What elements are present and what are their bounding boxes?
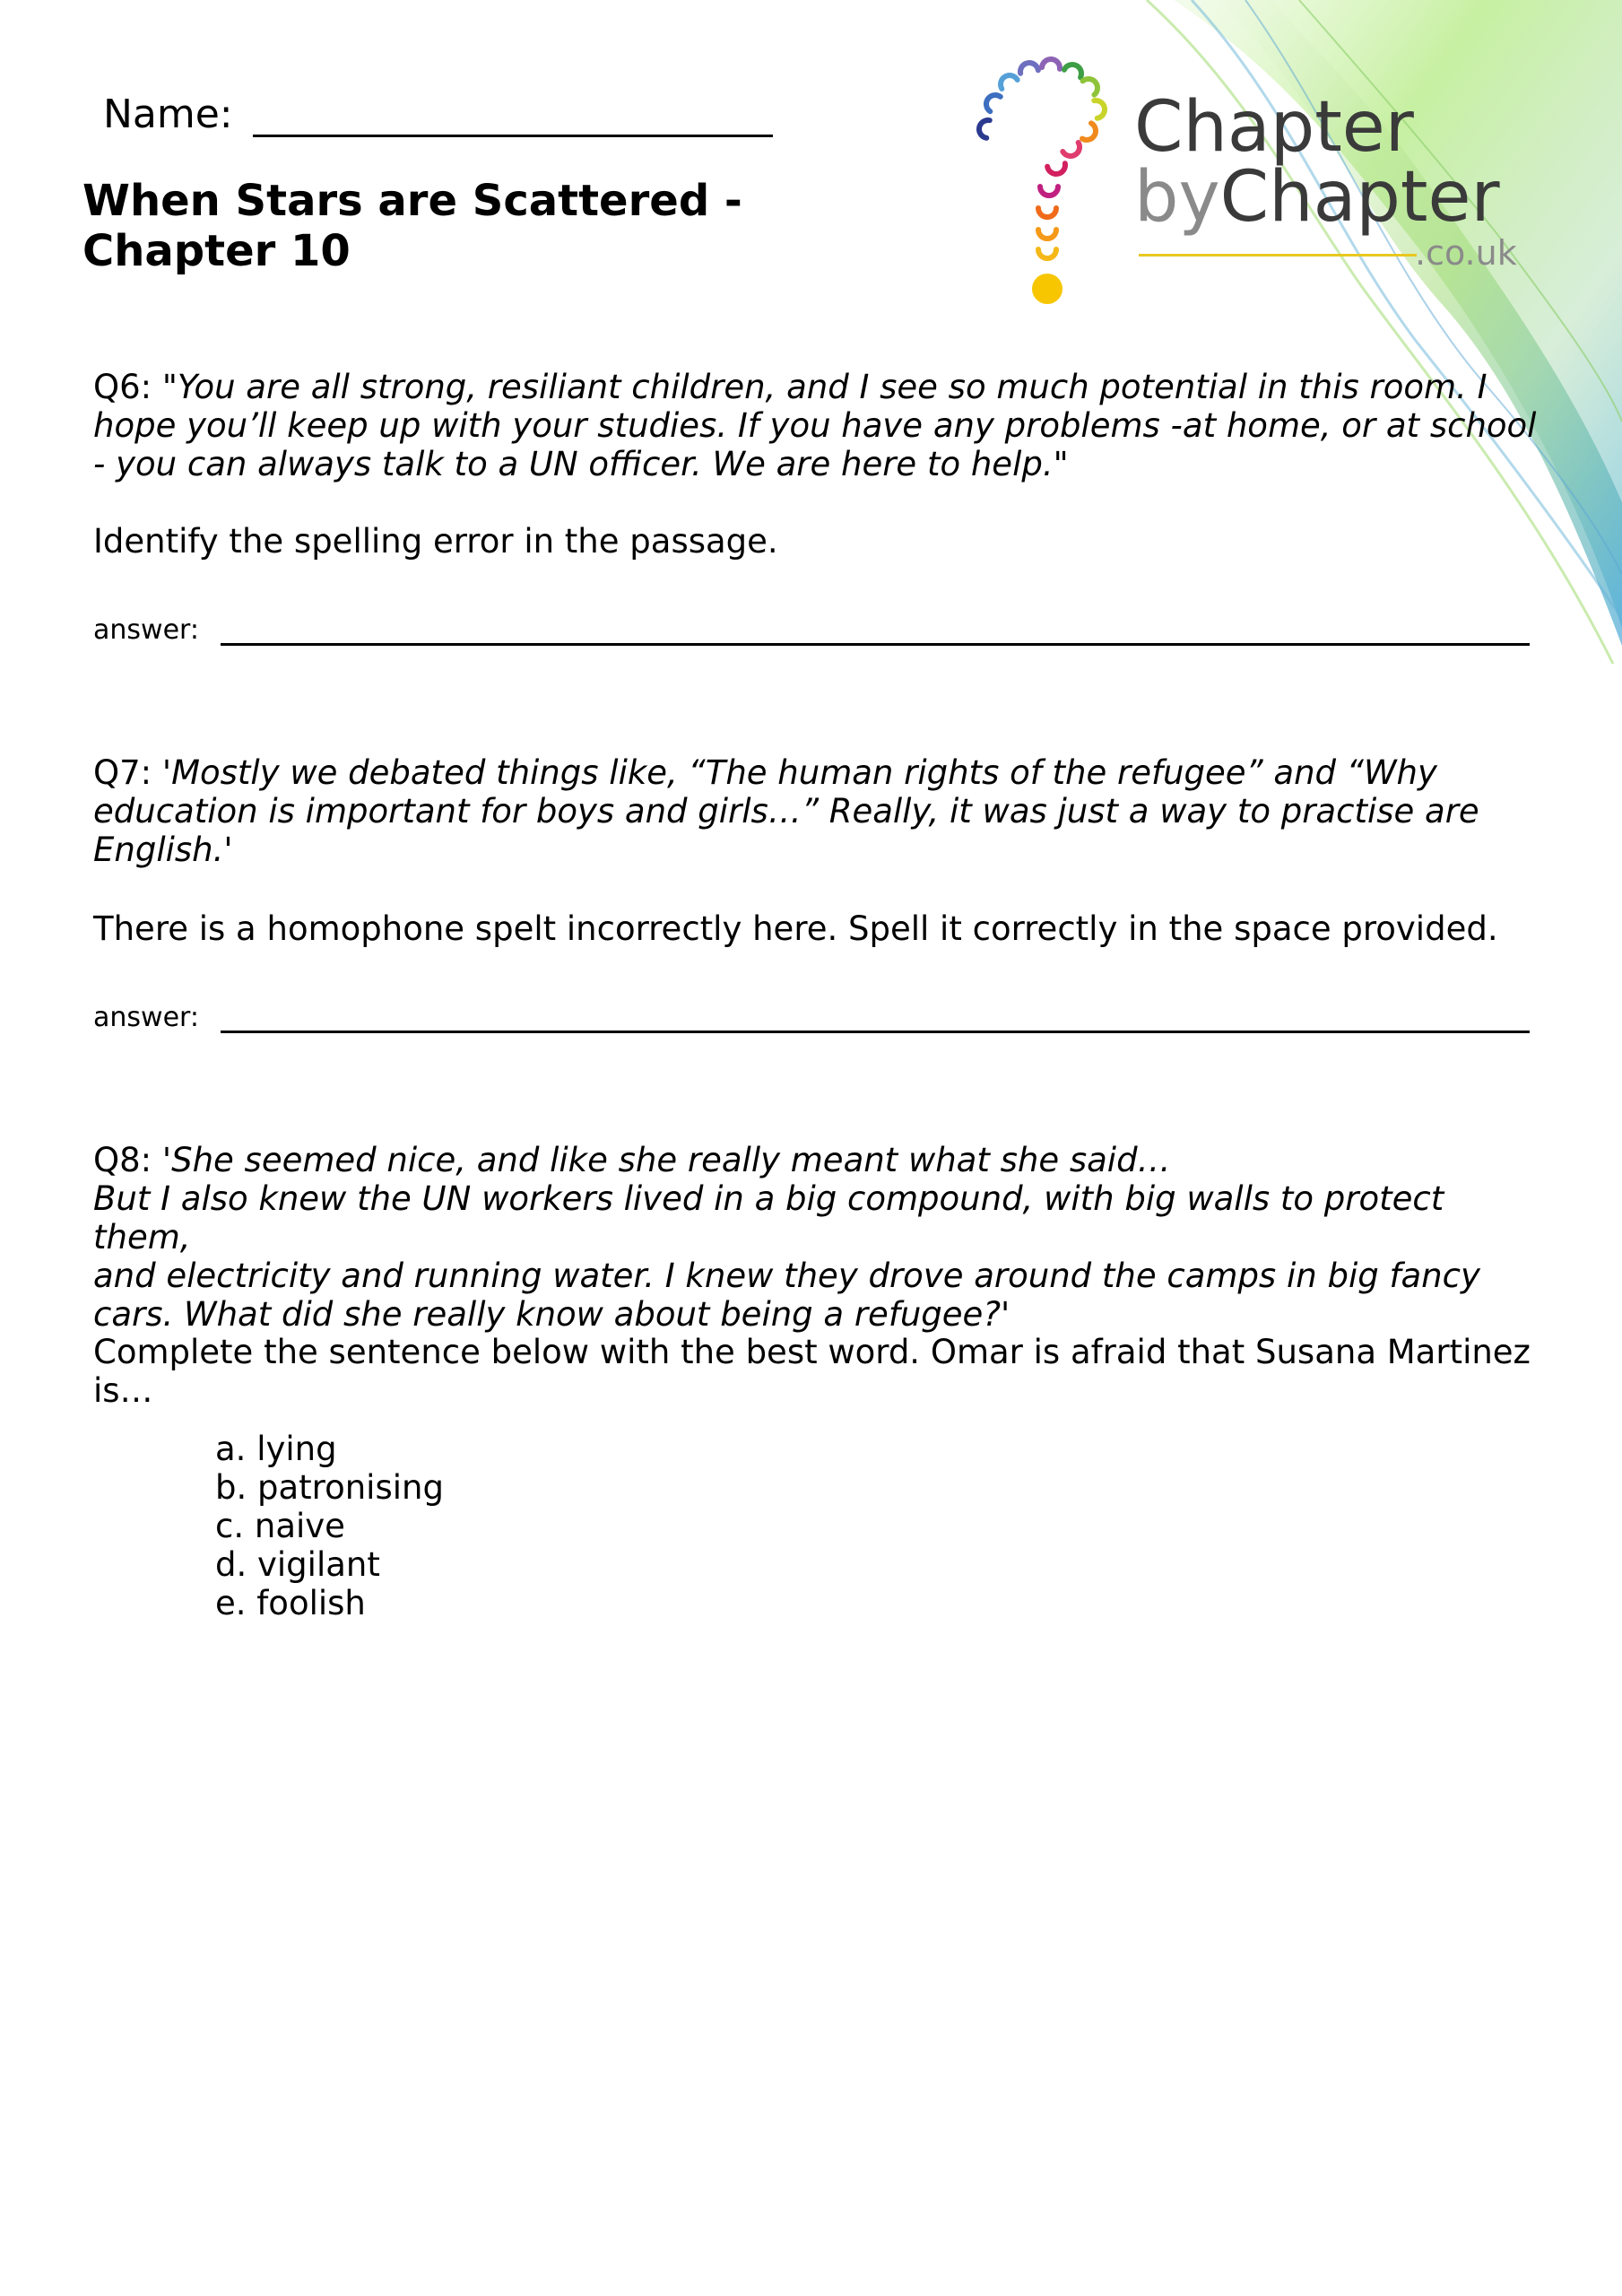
question-quote: 'Mostly we debated things like, “The human rights of the refugee” and “Why education is important for boys and girls…” Really, it was just a way to practise are English.' — [93, 753, 1479, 869]
answer-label: answer: — [93, 614, 199, 646]
question-instruction: Complete the sentence below with the best word. Omar is afraid that Susana Martinez is… — [93, 1333, 1531, 1410]
logo-word-chapter: Chapter — [1134, 87, 1414, 168]
question-7 — [93, 753, 1546, 869]
question-number: Q7: — [93, 753, 152, 792]
question-quote: "You are all strong, resiliant children, and I see so much potential in this room. I hope you’ll keep up with your studies. If you have any problems -at home, or at school - you can always talk to a UN officer. We are here to help." — [93, 368, 1537, 483]
name-field — [103, 90, 773, 137]
logo-word-chapter-2: Chapter — [1219, 157, 1500, 238]
option-c[interactable]: c. naive — [215, 1507, 345, 1545]
question-instruction: Identify the spelling error in the passage. — [93, 522, 778, 561]
question-8 — [93, 1141, 1546, 1334]
question-number: Q6: — [93, 368, 152, 406]
question-number: Q8: — [93, 1141, 152, 1179]
question-quote: 'She seemed nice, and like she really meant what she said… But I also knew the UN workers lived in a big compound, with big walls to protect them, and electricity and running water. I knew they drove around the camps in big fancy cars. What did she really know about being a refugee?' — [93, 1141, 1480, 1334]
option-d[interactable]: d. vigilant — [215, 1545, 380, 1584]
logo-underline — [1139, 254, 1417, 257]
option-a[interactable]: a. lying — [215, 1430, 337, 1468]
logo-word-bychapter — [1134, 157, 1500, 238]
logo-domain: .co.uk — [1415, 233, 1517, 273]
logo-word-by: by — [1134, 157, 1220, 238]
answer-line[interactable] — [221, 1004, 1530, 1033]
answer-line[interactable] — [221, 616, 1530, 646]
answer-row — [93, 1003, 1530, 1033]
name-label: Name: — [103, 91, 233, 137]
chapter-by-chapter-logo — [968, 54, 1542, 314]
option-e[interactable]: e. foolish — [215, 1584, 366, 1622]
book-question-mark-icon — [968, 54, 1121, 314]
answer-label: answer: — [93, 1002, 199, 1033]
answer-options — [215, 1430, 444, 1622]
option-b[interactable]: b. patronising — [215, 1468, 444, 1507]
question-instruction: There is a homophone spelt incorrectly here. Spell it correctly in the space provided. — [93, 909, 1498, 948]
question-6 — [93, 368, 1546, 483]
worksheet-title: When Stars are Scattered - Chapter 10 — [82, 176, 742, 276]
answer-row — [93, 615, 1530, 646]
name-line[interactable] — [253, 90, 773, 137]
